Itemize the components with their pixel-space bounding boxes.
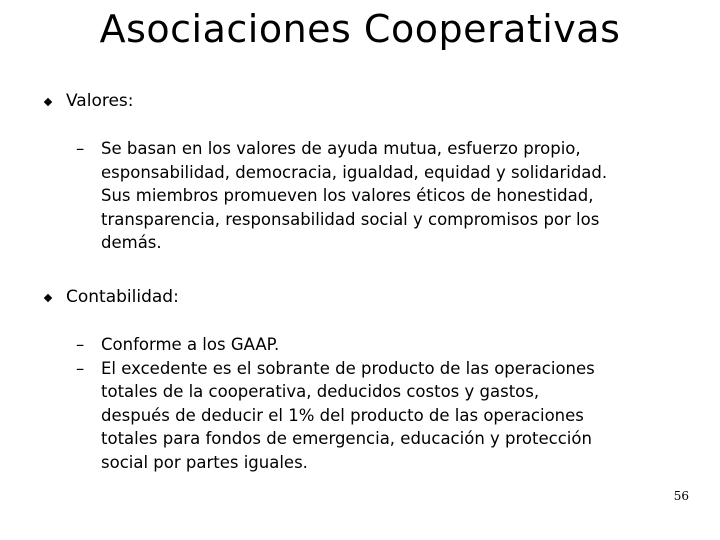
bullet-heading: Contabilidad: — [66, 287, 179, 307]
bullet-valores — [40, 90, 134, 113]
sub-item-valores-description — [68, 137, 668, 255]
text-line: Conforme a los GAAP. — [101, 335, 280, 354]
text-line: totales de la cooperativa, deducidos costos y gastos, — [101, 382, 540, 401]
dash-marker: – — [76, 335, 85, 354]
text-line: demás. — [101, 233, 162, 252]
sub-item-excedente — [68, 357, 668, 475]
text-line: Se basan en los valores de ayuda mutua, esfuerzo propio, — [101, 139, 581, 158]
text-line: transparencia, responsabilidad social y compromisos por los — [101, 209, 600, 229]
bullet-heading: Valores: — [66, 91, 134, 111]
text-line: totales para fondos de emergencia, educación y protección — [101, 429, 592, 448]
text-line: social por partes iguales. — [101, 452, 308, 472]
bullet-contabilidad — [40, 286, 179, 309]
sub-item-gaap — [68, 333, 668, 357]
diamond-bullet-icon — [44, 293, 52, 301]
slide-title: Asociaciones Cooperativas — [99, 7, 621, 51]
page-number: 56 — [673, 489, 689, 503]
sub-item-text — [101, 137, 668, 255]
sub-item-text — [101, 357, 668, 475]
text-line: El excedente es el sobrante de producto de las operaciones — [101, 358, 595, 378]
dash-marker: – — [76, 139, 85, 158]
text-line: después de deducir el 1% del producto de las operaciones — [101, 405, 584, 425]
dash-marker: – — [76, 358, 85, 378]
diamond-bullet-icon — [44, 97, 52, 105]
sub-item-text — [101, 333, 668, 357]
text-line: esponsabilidad, democracia, igualdad, equidad y solidaridad. — [101, 162, 608, 182]
text-line: Sus miembros promueven los valores éticos de honestidad, — [101, 186, 594, 205]
